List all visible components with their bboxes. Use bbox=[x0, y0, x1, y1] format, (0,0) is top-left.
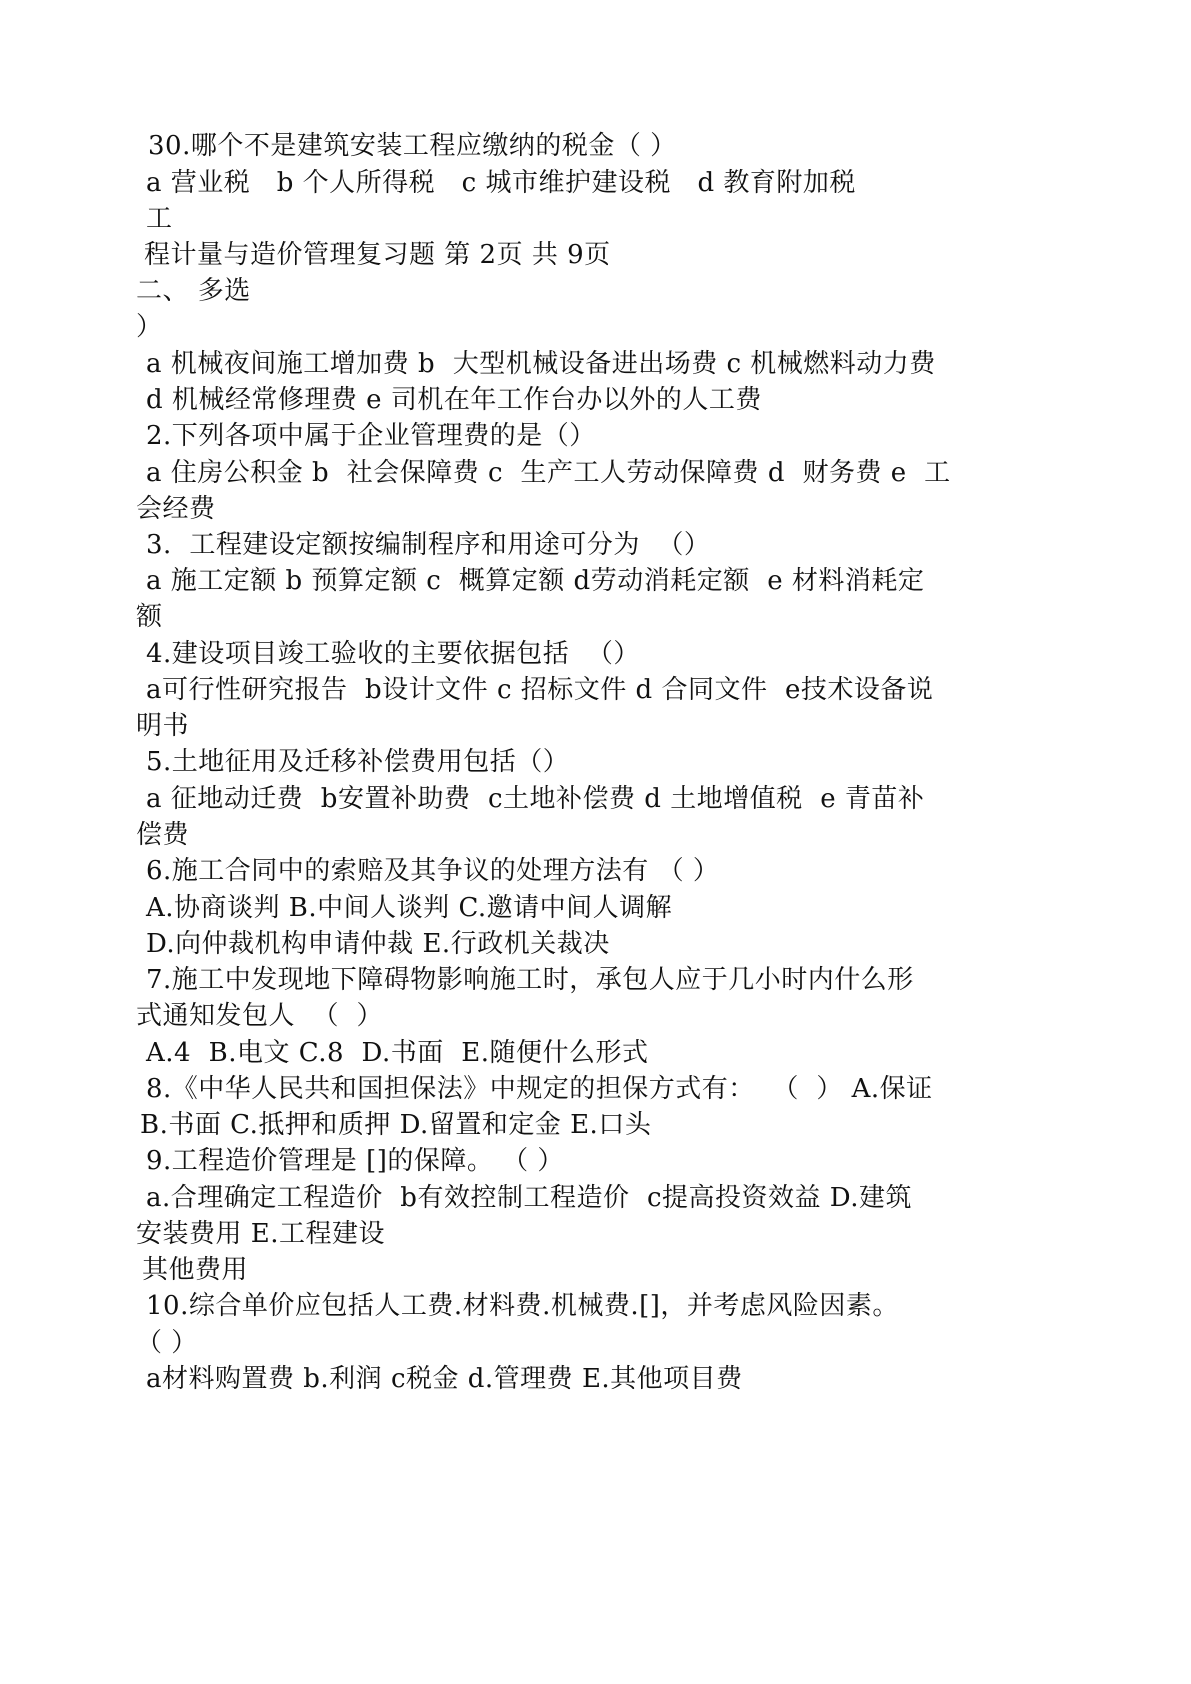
question-8: 8.《中华人民共和国担保法》中规定的担保方式有： （ ） A.保证 bbox=[146, 1074, 933, 1104]
question-4-options: a可行性研究报告 b设计文件 c 招标文件 d 合同文件 e技术设备说 bbox=[146, 675, 934, 705]
text-line: ） bbox=[136, 312, 163, 342]
question-2-options-cont: 会经费 bbox=[136, 494, 216, 524]
question-30: 30.哪个不是建筑安装工程应缴纳的税金（ ） bbox=[148, 131, 677, 161]
question-2-options: a 住房公积金 b 社会保障费 c 生产工人劳动保障费 d 财务费 e 工 bbox=[146, 458, 951, 488]
question-7-options: A.4 B.电文 C.8 D.书面 E.随便什么形式 bbox=[146, 1038, 649, 1068]
question-30-options: a 营业税 b 个人所得税 c 城市维护建设税 d 教育附加税 bbox=[146, 168, 856, 198]
question-3-options: a 施工定额 b 预算定额 c 概算定额 d劳动消耗定额 e 材料消耗定 bbox=[146, 566, 925, 596]
question-1-options: a 机械夜间施工增加费 b 大型机械设备进出场费 c 机械燃料动力费 bbox=[146, 349, 936, 379]
question-6-options: A.协商谈判 B.中间人谈判 C.邀请中间人调解 bbox=[146, 893, 673, 923]
question-10-options: a材料购置费 b.利润 c税金 d.管理费 E.其他项目费 bbox=[146, 1364, 743, 1394]
question-9-options-cont: 安装费用 E.工程建设 bbox=[136, 1219, 386, 1249]
question-7: 7.施工中发现地下障碍物影响施工时，承包人应于几小时内什么形 bbox=[146, 965, 914, 995]
question-5-options: a 征地动迁费 b安置补助费 c土地补偿费 d 土地增值税 e 青苗补 bbox=[146, 784, 925, 814]
question-4-options-cont: 明书 bbox=[136, 711, 190, 741]
question-9-options-cont2: 其他费用 bbox=[142, 1255, 249, 1285]
question-10-cont: （ ） bbox=[136, 1328, 198, 1358]
question-4: 4.建设项目竣工验收的主要依据包括 （） bbox=[146, 639, 640, 669]
question-5: 5.土地征用及迁移补偿费用包括（） bbox=[146, 747, 570, 777]
text-line: 工 bbox=[146, 204, 173, 234]
question-5-options-cont: 偿费 bbox=[136, 820, 190, 850]
question-10: 10.综合单价应包括人工费.材料费.机械费.[]，并考虑风险因素。 bbox=[146, 1291, 899, 1321]
section-heading-multiple-choice: 二、 多选 bbox=[136, 276, 251, 306]
question-3: 3. 工程建设定额按编制程序和用途可分为 （） bbox=[146, 530, 711, 560]
question-2: 2.下列各项中属于企业管理费的是（） bbox=[146, 421, 596, 451]
question-9-options: a.合理确定工程造价 b有效控制工程造价 c提高投资效益 D.建筑 bbox=[146, 1183, 912, 1213]
question-1-options-cont: d 机械经常修理费 e 司机在年工作台办以外的人工费 bbox=[146, 385, 762, 415]
question-7-cont: 式通知发包人 （ ） bbox=[136, 1001, 384, 1031]
question-9: 9.工程造价管理是 []的保障。 （ ） bbox=[146, 1146, 564, 1176]
question-6-options-cont: D.向仲裁机构申请仲裁 E.行政机关裁决 bbox=[146, 929, 610, 959]
page-footer: 程计量与造价管理复习题 第 2页 共 9页 bbox=[144, 240, 611, 270]
question-8-options: B.书面 C.抵押和质押 D.留置和定金 E.口头 bbox=[140, 1110, 652, 1140]
question-3-options-cont: 额 bbox=[136, 602, 163, 632]
question-6: 6.施工合同中的索赔及其争议的处理方法有 （ ） bbox=[146, 856, 720, 886]
